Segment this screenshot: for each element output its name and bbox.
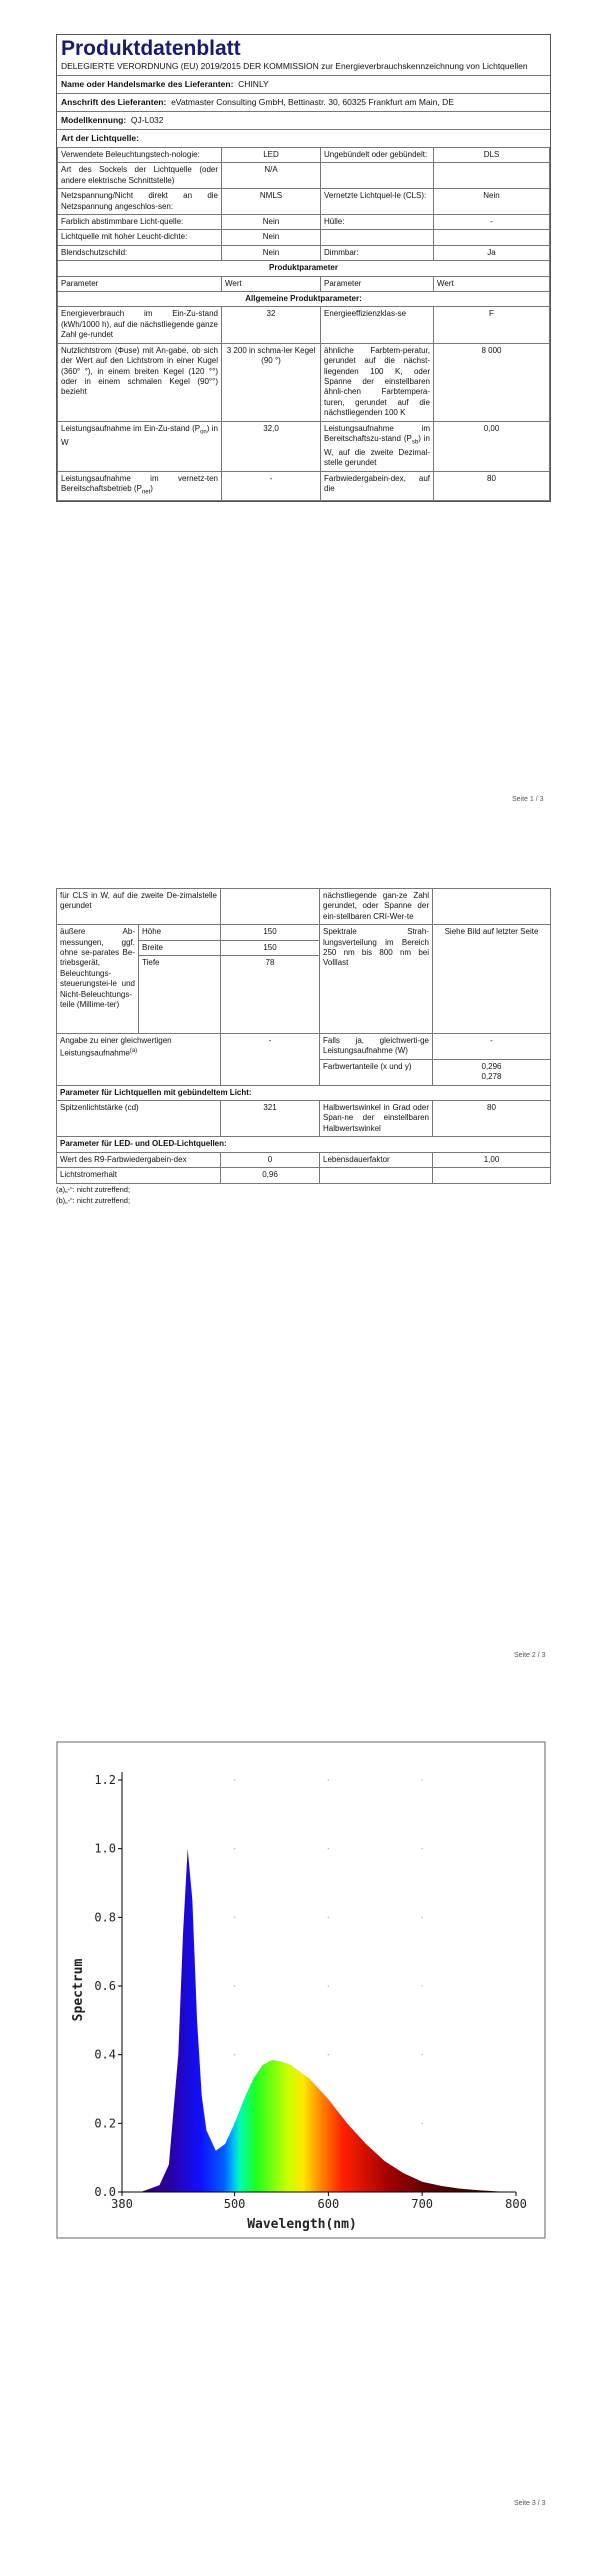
y-tick-label: 0.6 — [94, 1979, 116, 1993]
supplier-address-value: eVatmaster Consulting GmbH, Bettinastr. 30, 60325 Frankfurt am Main, DE — [171, 97, 454, 107]
grid-dot — [328, 1848, 330, 1850]
grid-dot — [234, 2054, 236, 2056]
grid-dot — [328, 2054, 330, 2056]
x-tick-label: 700 — [411, 2197, 434, 2211]
table-row: für CLS in W, auf die zweite De-zimalstelle gerundet nächstliegende gan-ze Zahl gerundet, oder Spanne der ein-stellbaren CRI-Wer-te — [57, 889, 551, 925]
grid-dot — [234, 1848, 236, 1850]
grid-dot — [234, 1917, 236, 1919]
supplier-name-label: Name oder Handelsmarke des Lieferanten: — [61, 79, 234, 89]
table-row: Nutzlichtstrom (Φuse) mit An-gabe, ob sich der Wert auf den Lichtstrom in einer Kugel (360° °), in einem breiten Kegel (120 °°) oder in einem schmalen Kegel (90°°) bezieht 3 200 in schma-ler Kegel (90 °) ähnliche Farbtem-peratur, gerundet auf die nächst-liegenden 100 K, oder Spanne der einstellbaren ähnli-chen Farbtempera-turen, gerundet auf die nächstliegenden 100 K 8 000 — [58, 343, 550, 421]
grid-dot — [328, 1985, 330, 1987]
y-tick-label: 0.8 — [94, 1910, 116, 1925]
dimensions-label: äußere Ab-messungen, ggf. ohne se-parates Be-triebsgerät, Beleuchtungs-steuerungstei-le und Nicht-Beleuchtungs-teile (Millime-ter) — [57, 925, 139, 1034]
table-row: Blendschutzschild: Nein Dimmbar: Ja — [58, 245, 550, 260]
y-tick-label: 0.2 — [94, 2116, 116, 2131]
grid-dot — [421, 1848, 423, 1850]
table-row: Verwendete Beleuchtungstech-nologie: LED Ungebündelt oder gebündelt: DLS — [58, 148, 550, 163]
supplier-name-value: CHINLY — [238, 79, 269, 89]
y-tick-label: 0.4 — [94, 2047, 116, 2062]
section-header: Produktparameter — [58, 261, 550, 276]
datasheet-frame-p1 — [56, 34, 551, 502]
supplier-name-row — [57, 76, 550, 94]
grid-dot — [421, 2054, 423, 2056]
footnote-b: (b)„-“: nicht zutreffend; — [56, 1195, 131, 1205]
x-axis-label: Wavelength(nm) — [247, 2217, 357, 2232]
grid-dot — [328, 1917, 330, 1919]
x-tick-label: 500 — [223, 2197, 246, 2211]
x-tick-label: 600 — [317, 2197, 340, 2211]
table-row: Energieverbrauch im Ein-Zu-stand (kWh/1000 h), auf die nächstliegende ganze Zahl ge-rundet 32 Energieeffizienzklas-se F — [58, 307, 550, 343]
y-tick-label: 1.0 — [94, 1841, 116, 1856]
y-tick-label: 0.0 — [94, 2185, 116, 2199]
table-row: Breite 150 — [57, 940, 551, 955]
grid-dot — [421, 1985, 423, 1987]
grid-dot — [421, 1917, 423, 1919]
light-source-table — [57, 147, 550, 501]
y-axis-label: Spectrum — [71, 1958, 86, 2022]
table-row: Tiefe 78 — [57, 956, 551, 1034]
grid-dot — [328, 1779, 330, 1781]
grid-dot — [421, 1779, 423, 1781]
grid-dot — [234, 1985, 236, 1987]
y-tick-label: 1.2 — [94, 1773, 116, 1787]
light-source-type-header: Art der Lichtquelle: — [61, 133, 139, 143]
grid-dot — [234, 1779, 236, 1781]
table-row: Leistungsaufnahme im Ein-Zu-stand $(P_{on})$ in W 32,0 Leistungsaufnahme im Bereitschaftszu-stand $(P_{sb})$ in W, auf die zweite Dezimal-stelle gerundet 0,00 — [58, 421, 550, 471]
column-header-row: Parameter Wert Parameter Wert — [58, 276, 550, 291]
section-header: Parameter für LED- und OLED-Lichtquellen: — [57, 1137, 551, 1152]
page-title: Produktdatenblatt — [61, 37, 241, 60]
spectrum-chart — [0, 1700, 603, 2560]
model-value: QJ-L032 — [130, 115, 164, 125]
page-number: Seite 3 / 3 — [514, 2500, 546, 2507]
page-2 — [0, 850, 603, 1700]
parameter-table-cont — [56, 888, 551, 1184]
table-row: Wert des R9-Farbwiedergabein-dex 0 Lebensdauerfaktor 1,00 — [57, 1152, 551, 1167]
supplier-address-row — [57, 94, 550, 112]
footnote-a: (a)„-“: nicht zutreffend; — [56, 1184, 131, 1194]
section-header: Allgemeine Produktparameter: — [58, 292, 550, 307]
grid-dot — [421, 2123, 423, 2125]
table-row: Art des Sockels der Lichtquelle (oder andere elektrische Schnittstelle) N/A — [58, 163, 550, 189]
regulation-subtitle: DELEGIERTE VERORDNUNG (EU) 2019/2015 DER KOMMISSION zur Energieverbrauchskennzeichnung von Lichtquellen — [57, 61, 550, 76]
table-row: Lichtstromerhalt 0,96 — [57, 1168, 551, 1183]
datasheet-frame-p2 — [56, 888, 551, 1206]
table-row: Lichtquelle mit hoher Leucht-dichte: Nein — [58, 230, 550, 245]
table-row: Leistungsaufnahme im vernetz-ten Bereitschaftsbetrieb $(P_{net})$ - Farbwiedergabein-dex, auf die 80 — [58, 471, 550, 500]
section-header: Parameter für Lichtquellen mit gebündeltem Licht: — [57, 1085, 551, 1100]
model-row — [57, 112, 550, 130]
x-tick-label: 380 — [111, 2197, 133, 2211]
page-number: Seite 1 / 3 — [512, 796, 544, 803]
page-number: Seite 2 / 3 — [514, 1652, 546, 1659]
page-1 — [0, 0, 603, 850]
page-3 — [0, 1700, 603, 2560]
table-row: Angabe zu einer gleichwertigen Leistungsaufnahme$^{(a)}$ - Falls ja, gleichwerti-ge Leistungsaufnahme (W) - — [57, 1034, 551, 1060]
table-row: Spitzenlichtstärke (cd) 321 Halbwertswinkel in Grad oder Span-ne der einstellbaren Halbwertswinkel 80 — [57, 1101, 551, 1137]
x-tick-label: 800 — [505, 2197, 527, 2211]
table-row: Farbwertanteile (x und y) 0,296 0,278 — [57, 1059, 551, 1085]
supplier-address-label: Anschrift des Lieferanten: — [61, 97, 167, 107]
table-row: Farblich abstimmbare Licht-quelle: Nein Hülle: - — [58, 215, 550, 230]
table-row: Netzspannung/Nicht direkt an die Netzspannung angeschlos-sen: NMLS Vernetzte Lichtquel-le (CLS): Nein — [58, 189, 550, 215]
table-row: äußere Ab-messungen, ggf. ohne se-parates Be-triebsgerät, Beleuchtungs-steuerungstei-le und Nicht-Beleuchtungs-teile (Millime-ter) Höhe 150 Spektrale Strah-lungsverteilung im Bereich 250 nm bis 800 nm bei Volllast Siehe Bild auf letzter Seite — [57, 925, 551, 940]
model-label: Modellkennung: — [61, 115, 127, 125]
